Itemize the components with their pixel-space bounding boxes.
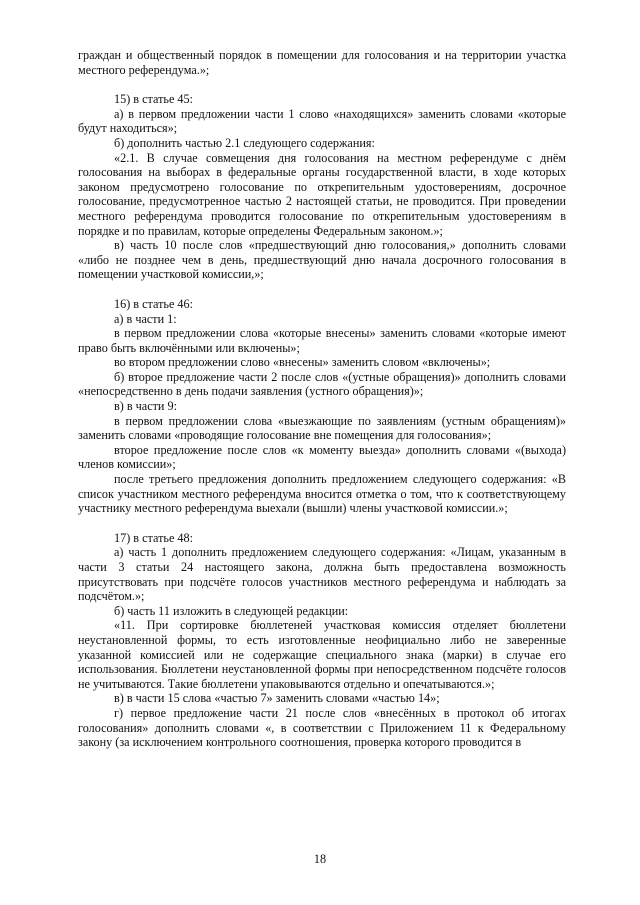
paragraph-p4: «2.1. В случае совмещения дня голосования на местном референдуме с днём голосования на выборах в федеральные органы государственной власти, в ходе которых законом предусмотрено голосование по открепительным удостоверениям, досрочное голосование, предусмотренное частью 2 настоящей статьи, не проводится. При проведении местного референдума проводится голосование по открепительным удостоверениям в порядке и по правилам, которые определены Федеральным законом.»;	[78, 150, 566, 238]
paragraph-p7: а) в части 1:	[114, 311, 177, 326]
paragraph-gap	[78, 516, 566, 531]
paragraph-p0: граждан и общественный порядок в помещении для голосования и на территории участка местного референдума.»;	[78, 48, 566, 77]
paragraph-p6: 16) в статье 46:	[114, 296, 193, 311]
paragraph-p17: б) часть 11 изложить в следующей редакции:	[114, 603, 349, 618]
paragraph-p16: а) часть 1 дополнить предложением следующего содержания: «Лицам, указанным в части 3 статьи 24 настоящего закона, должна быть предоставлена возможность присутствовать при подсчёте голосов участников местного референдума и наблюдать за подсчётом.»;	[78, 545, 566, 604]
paragraph-p19: в) в части 15 слова «частью 7» заменить словами «частью 14»;	[114, 691, 440, 706]
paragraph-p12: в первом предложении слова «выезжающие по заявлениям (устным обращениям)» заменить словами «проводящие голосование вне помещения для голосования»;	[78, 413, 566, 443]
paragraph-p9: во втором предложении слово «внесены» заменить словом «включены»;	[114, 355, 491, 370]
document-body	[78, 48, 566, 750]
paragraph-p13: второе предложение после слов «к моменту выезда» дополнить словами «(выхода) членов комиссии»;	[78, 442, 566, 472]
paragraph-gap	[78, 282, 566, 297]
paragraph-p20: г) первое предложение части 21 после слов «внесённых в протокол об итогах голосования» дополнить словами «, в соответствии с Приложением 11 к Федеральному закону (за исключением контрольного соотношения, проверка которого проводится в	[78, 705, 566, 750]
paragraph-p18: «11. При сортировке бюллетеней участковая комиссия отделяет бюллетени неустановленной формы, то есть изготовленные неофициально либо не заверенные указанной комиссией или не содержащие специального знака (марки) в случае его использования. Бюллетени неустановленной формы при непосредственном подсчёте голосов не учитываются. Такие бюллетени упаковываются отдельно и опечатываются.»;	[78, 618, 566, 691]
paragraph-p14: после третьего предложения дополнить предложением следующего содержания: «В список участником местного референдума вносится отметка о том, что к соответствующему участнику местного референдума выехали (вышли) члены участковой комиссии.»;	[78, 472, 566, 516]
paragraph-p3: б) дополнить частью 2.1 следующего содержания:	[114, 135, 375, 150]
paragraph-p8: в первом предложении слова «которые внесены» заменить словами «которые имеют право быть включёнными или включены»;	[78, 326, 566, 355]
page-number: 18	[313, 852, 327, 866]
paragraph-p11: в) в части 9:	[114, 399, 177, 414]
paragraph-p10: б) второе предложение части 2 после слов «(устные обращения)» дополнить словами «непосредственно в день подачи заявления (устного обращения)»;	[78, 369, 566, 399]
paragraph-p2: а) в первом предложении части 1 слово «находящихся» заменить словами «которые будут находиться»;	[78, 106, 566, 136]
paragraph-p1: 15) в статье 45:	[114, 92, 193, 107]
paragraph-gap	[78, 77, 566, 92]
paragraph-p15: 17) в статье 48:	[114, 530, 193, 545]
paragraph-p5: в) часть 10 после слов «предшествующий дню голосования,» дополнить словами «либо не позднее чем в день, предшествующий дню начала досрочного голосования в помещении участковой комиссии,»;	[78, 238, 566, 282]
